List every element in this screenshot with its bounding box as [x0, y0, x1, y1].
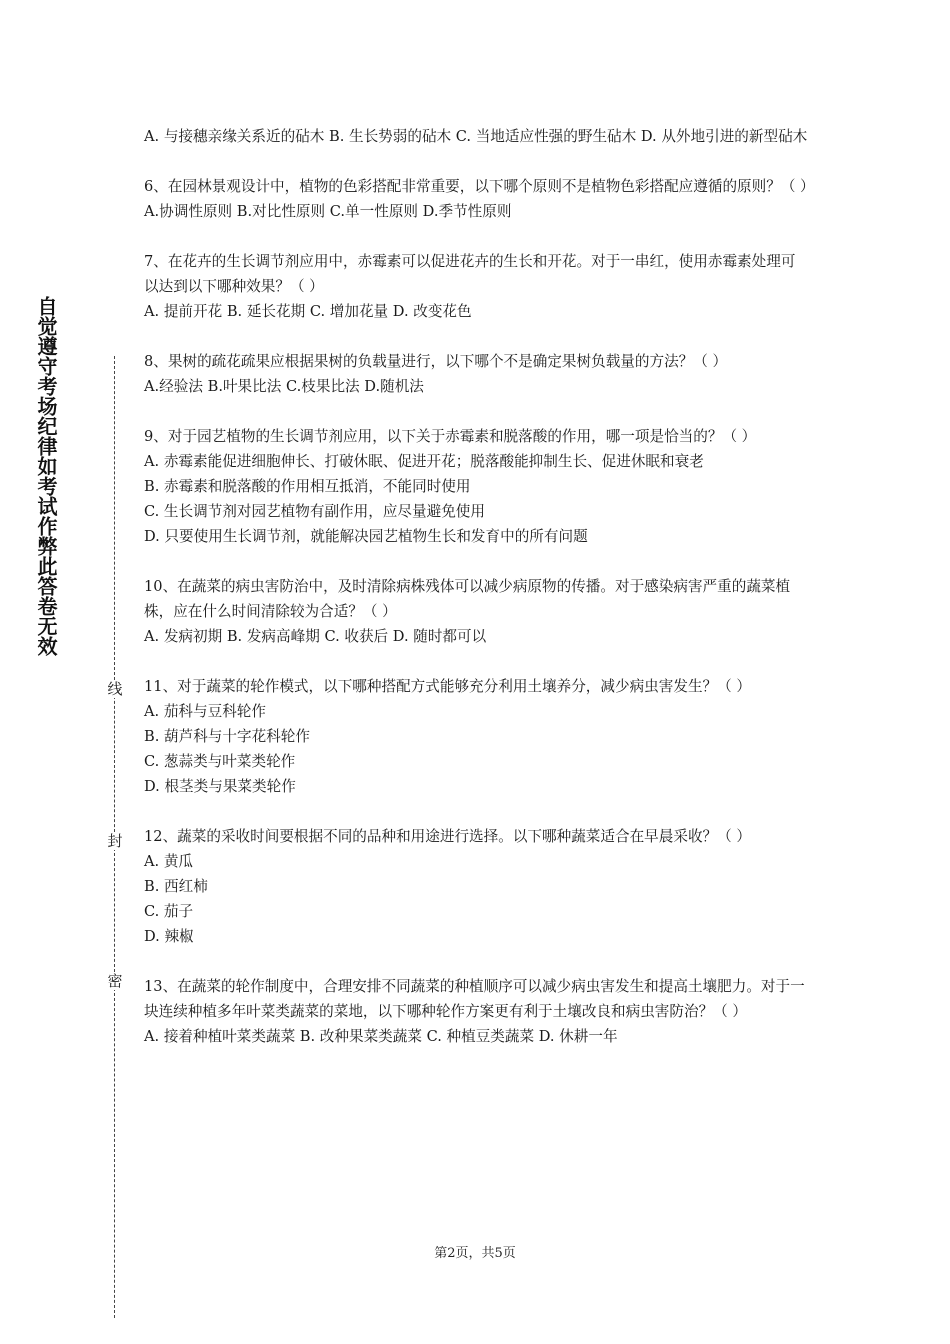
question-item — [144, 824, 808, 949]
question-options: D. 只要使用生长调节剂，就能解决园艺植物生长和发育中的所有问题 — [144, 528, 588, 545]
seal-label-feng: 封 — [103, 832, 127, 850]
question-options: C. 生长调节剂对园艺植物有副作用，应尽量避免使用 — [144, 503, 485, 520]
question-options: A. 茄科与豆科轮作 — [144, 703, 266, 720]
question-stem: 6、在园林景观设计中，植物的色彩搭配非常重要，以下哪个原则不是植物色彩搭配应遵循的原则？（ ） — [144, 178, 815, 195]
binding-line-segment — [114, 356, 115, 680]
binding-line-segment — [114, 696, 115, 832]
question-options: B. 赤霉素和脱落酸的作用相互抵消，不能同时使用 — [144, 478, 471, 495]
question-options: A. 与接穗亲缘关系近的砧木 B. 生长势弱的砧木 C. 当地适应性强的野生砧木 D. 从外地引进的新型砧木 — [144, 128, 808, 145]
page-number: 第2页，共5页 — [434, 1246, 516, 1261]
question-item — [144, 574, 808, 649]
seal-label-line: 线 — [103, 680, 127, 698]
question-stem: 10、在蔬菜的病虫害防治中，及时清除病株残体可以减少病原物的传播。对于感染病害严重的蔬菜植株，应在什么时间清除较为合适？（ ） — [144, 578, 791, 620]
question-stem: 9、对于园艺植物的生长调节剂应用，以下关于赤霉素和脱落酸的作用，哪一项是恰当的？（ ） — [144, 428, 757, 445]
question-options: A. 接着种植叶菜类蔬菜 B. 改种果菜类蔬菜 C. 种植豆类蔬菜 D. 休耕一年 — [144, 1028, 618, 1045]
question-item — [144, 124, 808, 149]
question-item — [144, 424, 808, 549]
question-stem: 12、蔬菜的采收时间要根据不同的品种和用途进行选择。以下哪种蔬菜适合在早晨采收？（ ） — [144, 828, 751, 845]
exam-discipline-notice: 自觉遵守考场纪律如考试作弊此答卷无效 — [34, 296, 58, 656]
question-options: B. 葫芦科与十字花科轮作 — [144, 728, 310, 745]
question-options: A. 赤霉素能促进细胞伸长、打破休眠、促进开花；脱落酸能抑制生长、促进休眠和衰老 — [144, 453, 704, 470]
question-list — [144, 124, 815, 1074]
binding-line-segment — [114, 848, 115, 972]
question-item — [144, 174, 815, 224]
question-options: A.协调性原则 B.对比性原则 C.单一性原则 D.季节性原则 — [144, 203, 512, 220]
question-item — [144, 249, 808, 324]
question-options: D. 根茎类与果菜类轮作 — [144, 778, 296, 795]
question-stem: 11、对于蔬菜的轮作模式，以下哪种搭配方式能够充分利用土壤养分，减少病虫害发生？（ ） — [144, 678, 751, 695]
question-stem: 7、在花卉的生长调节剂应用中，赤霉素可以促进花卉的生长和开花。对于一串红，使用赤霉素处理可以达到以下哪种效果？（ ） — [144, 253, 796, 295]
question-options: A.经验法 B.叶果比法 C.枝果比法 D.随机法 — [144, 378, 424, 395]
question-item — [144, 349, 808, 399]
question-stem: 13、在蔬菜的轮作制度中，合理安排不同蔬菜的种植顺序可以减少病虫害发生和提高土壤肥力。对于一块连续种植多年叶菜类蔬菜的菜地，以下哪种轮作方案更有利于土壤改良和病虫害防治？（ ） — [144, 978, 805, 1020]
question-stem: 8、果树的疏花疏果应根据果树的负载量进行，以下哪个不是确定果树负载量的方法？（ ） — [144, 353, 728, 370]
question-options: C. 葱蒜类与叶菜类轮作 — [144, 753, 296, 770]
question-options: A. 提前开花 B. 延长花期 C. 增加花量 D. 改变花色 — [144, 303, 472, 320]
question-options: B. 西红柿 — [144, 878, 208, 895]
question-options: D. 辣椒 — [144, 928, 194, 945]
question-options: A. 黄瓜 — [144, 853, 194, 870]
question-options: C. 茄子 — [144, 903, 194, 920]
question-item — [144, 974, 808, 1049]
seal-label-mi: 密 — [103, 972, 127, 990]
question-item — [144, 674, 808, 799]
question-options: A. 发病初期 B. 发病高峰期 C. 收获后 D. 随时都可以 — [144, 628, 487, 645]
binding-line-segment — [114, 988, 115, 1318]
